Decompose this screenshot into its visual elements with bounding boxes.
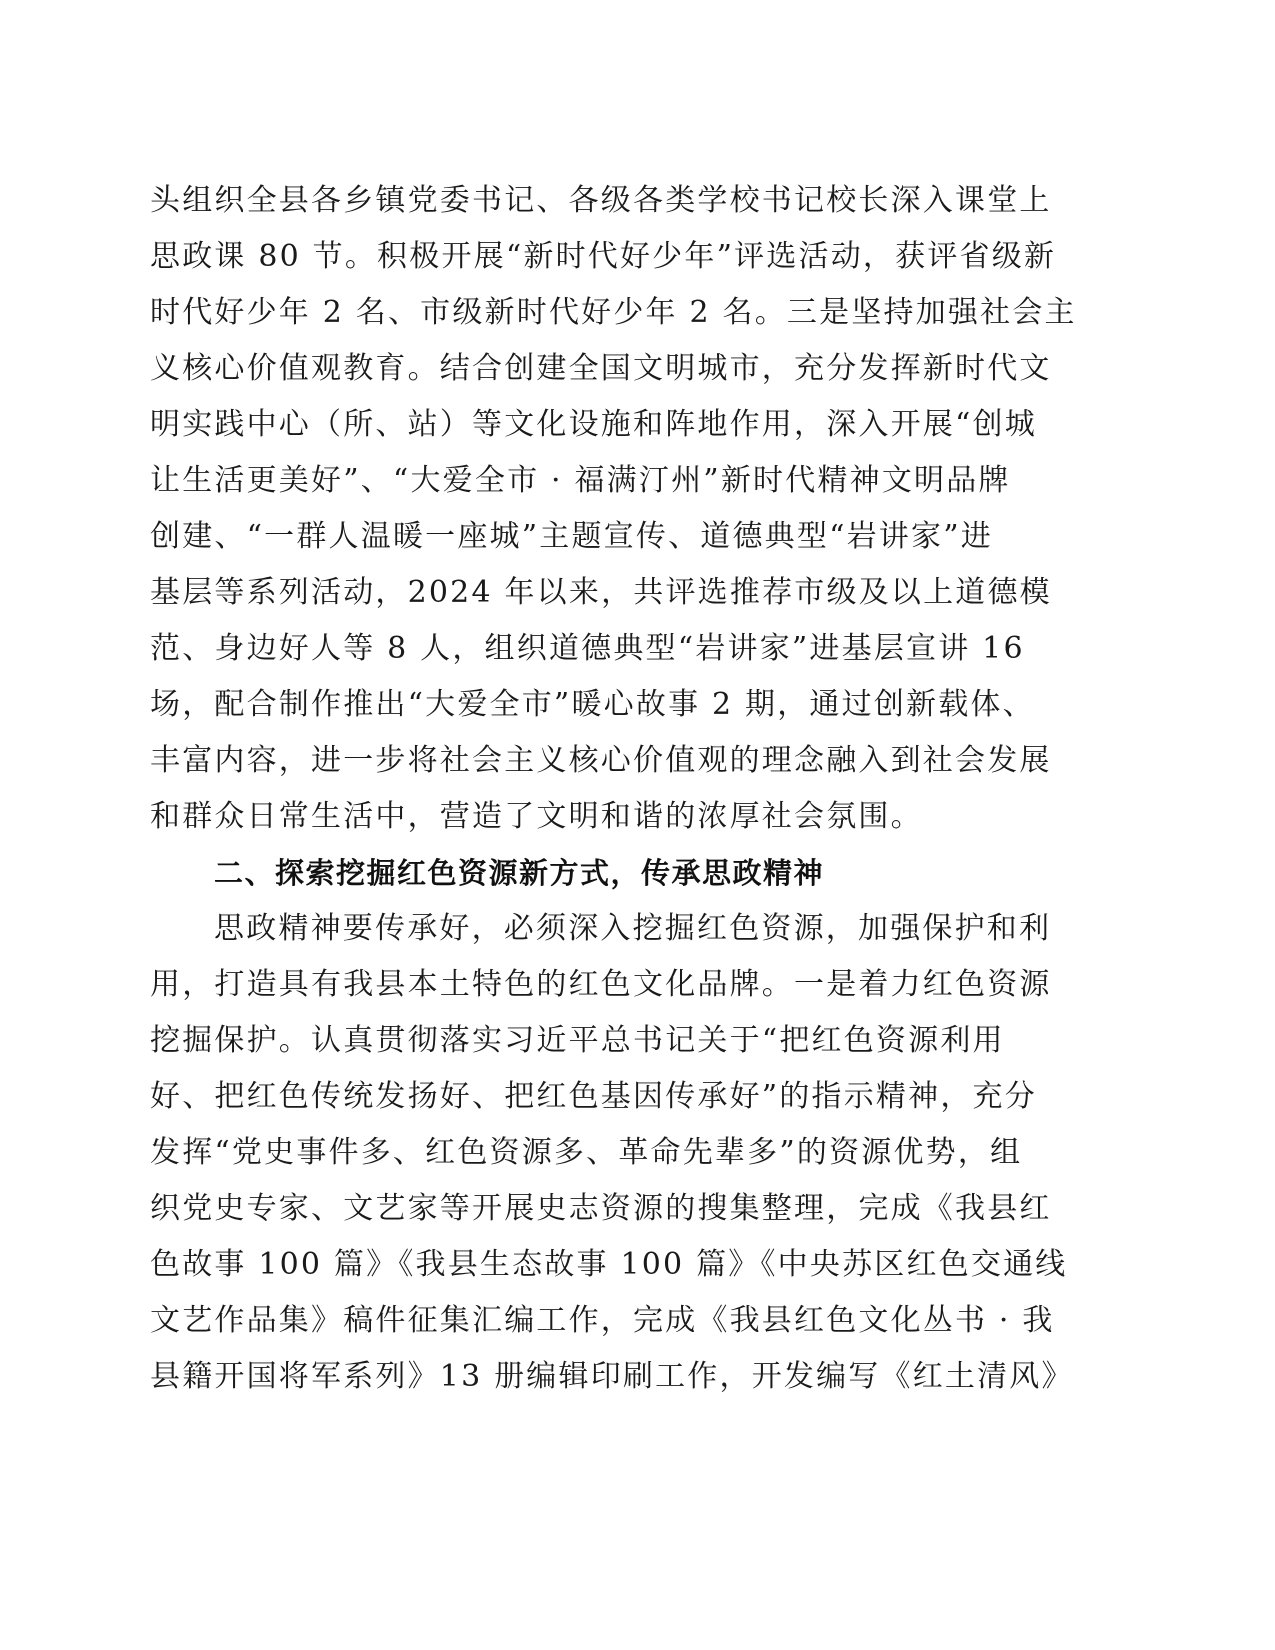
body-text-line: 思政课 80 节。积极开展“新时代好少年”评选活动，获评省级新 — [150, 239, 1057, 274]
body-text-line: 明实践中心（所、站）等文化设施和阵地作用，深入开展“创城 — [150, 407, 1037, 442]
body-text-line: 丰富内容，进一步将社会主义核心价值观的理念融入到社会发展 — [150, 743, 1052, 778]
body-text-line: 县籍开国将军系列》13 册编辑印刷工作，开发编写《红土清风》 — [150, 1359, 1074, 1394]
body-text-line: 让生活更美好”、“大爱全市 · 福满汀州”新时代精神文明品牌 — [150, 463, 1011, 498]
body-text-line: 创建、“一群人温暖一座城”主题宣传、道德典型“岩讲家”进 — [150, 519, 993, 554]
body-text-line: 和群众日常生活中，营造了文明和谐的浓厚社会氛围。 — [150, 799, 923, 834]
section-heading: 二、探索挖掘红色资源新方式，传承思政精神 — [214, 856, 825, 890]
body-text-line: 义核心价值观教育。结合创建全国文明城市，充分发挥新时代文 — [150, 351, 1052, 386]
body-text-line: 色故事 100 篇》《我县生态故事 100 篇》《中央苏区红色交通线 — [150, 1247, 1068, 1282]
body-text-line: 挖掘保护。认真贯彻落实习近平总书记关于“把红色资源利用 — [150, 1023, 1005, 1058]
body-text-line: 场，配合制作推出“大爱全市”暖心故事 2 期，通过创新载体、 — [150, 687, 1035, 722]
body-text-line: 头组织全县各乡镇党委书记、各级各类学校书记校长深入课堂上 — [150, 183, 1052, 218]
body-text-line: 文艺作品集》稿件征集汇编工作，完成《我县红色文化丛书 · 我 — [150, 1303, 1055, 1338]
body-text-line: 时代好少年 2 名、市级新时代好少年 2 名。三是坚持加强社会主 — [150, 295, 1077, 330]
body-text-line: 思政精神要传承好，必须深入挖掘红色资源，加强保护和利 — [214, 911, 1052, 946]
body-text-line: 好、把红色传统发扬好、把红色基因传承好”的指示精神，充分 — [150, 1079, 1037, 1114]
body-text-line: 用，打造具有我县本土特色的红色文化品牌。一是着力红色资源 — [150, 967, 1052, 1002]
body-text-line: 基层等系列活动，2024 年以来，共评选推荐市级及以上道德模 — [150, 575, 1052, 610]
body-text-line: 范、身边好人等 8 人，组织道德典型“岩讲家”进基层宣讲 16 — [150, 631, 1025, 666]
body-text-line: 织党史专家、文艺家等开展史志资源的搜集整理，完成《我县红 — [150, 1191, 1052, 1226]
body-text-line: 发挥“党史事件多、红色资源多、革命先辈多”的资源优势，组 — [150, 1135, 1023, 1170]
